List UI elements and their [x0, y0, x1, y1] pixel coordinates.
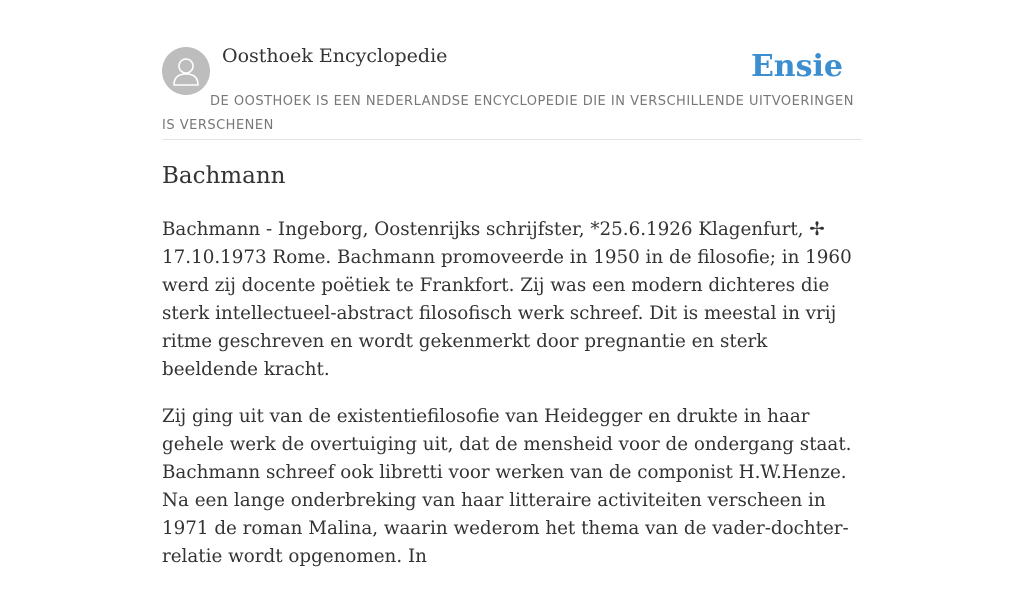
site-name[interactable]: Oosthoek Encyclopedie	[222, 45, 448, 67]
brand-logo-link[interactable]: Ensie	[750, 49, 843, 84]
site-tagline: DE OOSTHOEK IS EEN NEDERLANDSE ENCYCLOPEDIE DIE IN VERSCHILLENDE UITVOERINGEN IS VERSCHENEN	[162, 94, 854, 133]
article-paragraph: Bachmann - Ingeborg, Oostenrijks schrijfster, *25.6.1926 Klagenfurt, ✢ 17.10.1973 Rome. Bachmann promoveerde in 1950 in de filosofie; in 1960 werd zij docente poëtiek te Frankfort. Zij was een modern dichteres die sterk intellectueel-abstract filosofisch werk schreef. Dit is meestal in vrij ritme geschreven en wordt gekenmerkt door pregnantie en sterk beeldende kracht.	[162, 219, 852, 380]
article-paragraph: Zij ging uit van de existentiefilosofie van Heidegger en drukte in haar gehele werk de overtuiging uit, dat de mensheid voor de ondergang staat. Bachmann schreef ook libretti voor werken van de componist H.W.Henze. Na een lange onderbreking van haar litteraire activiteiten verscheen in 1971 de roman Malina, waarin wederom het thema van de vader-dochter-relatie wordt opgenomen. In	[162, 406, 852, 567]
user-icon[interactable]	[162, 47, 210, 95]
article-body	[162, 216, 862, 590]
header-divider	[162, 139, 862, 140]
article-title: Bachmann	[162, 163, 286, 189]
